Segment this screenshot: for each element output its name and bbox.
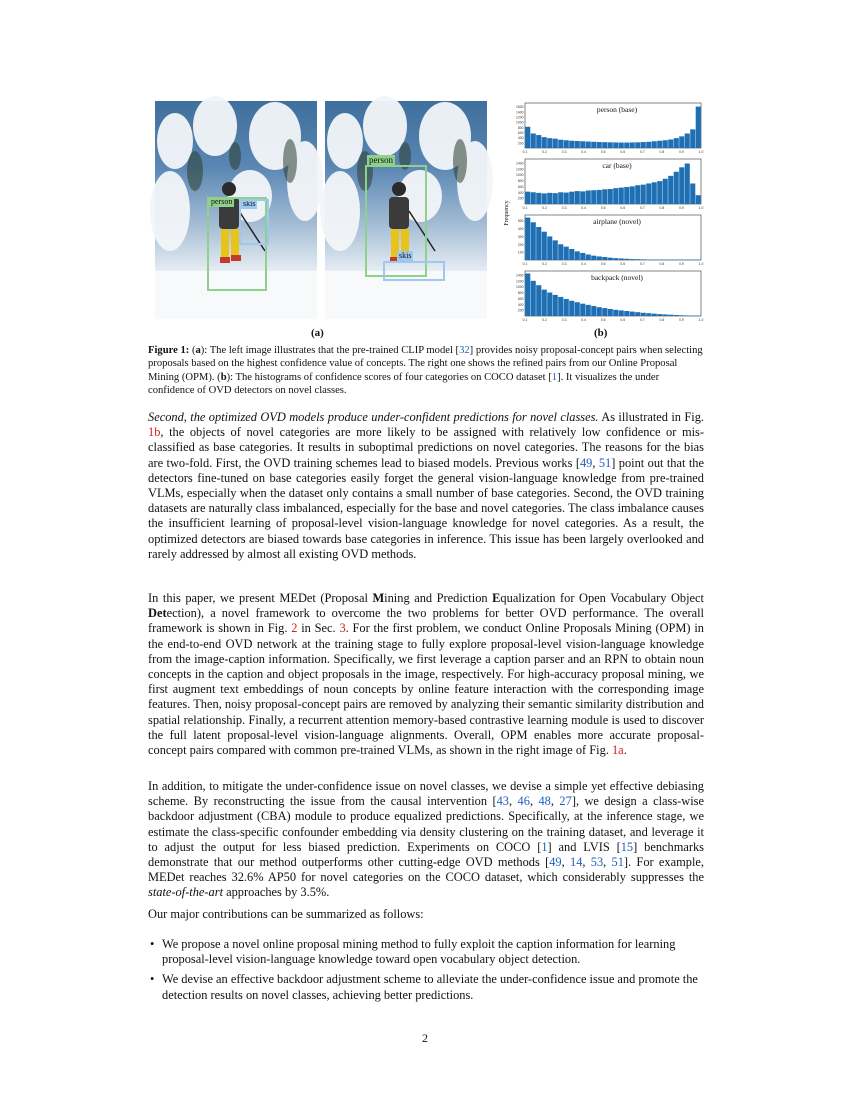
x-tick-label: 0.6 xyxy=(620,150,626,154)
x-tick-label: 0.5 xyxy=(600,262,606,266)
histogram-bar xyxy=(558,244,563,260)
citation-link[interactable]: 53 xyxy=(590,855,604,870)
histogram-bar xyxy=(608,309,613,316)
x-tick-label: 0.2 xyxy=(542,262,547,266)
histogram-bar xyxy=(685,134,690,148)
y-tick-label: 1000 xyxy=(515,120,524,125)
x-tick-label: 0.5 xyxy=(600,206,606,210)
histogram-bar xyxy=(553,139,558,148)
x-tick-label: 0.7 xyxy=(639,150,645,154)
histogram-bar xyxy=(652,182,657,204)
x-tick-label: 0.2 xyxy=(542,206,547,210)
contributions-list xyxy=(148,937,704,1008)
citation-link[interactable]: 46 xyxy=(517,794,530,809)
histogram-bar xyxy=(641,142,646,148)
histogram-bar xyxy=(542,193,547,204)
histogram-bar xyxy=(591,306,596,316)
histogram-bar xyxy=(652,141,657,148)
histogram-bar xyxy=(564,140,569,148)
histogram-bar xyxy=(630,312,635,316)
x-tick-label: 0.2 xyxy=(542,150,547,154)
histogram-bar xyxy=(646,142,651,148)
histogram-bar xyxy=(569,192,574,204)
person-tag-a: person xyxy=(211,197,233,206)
figure-1a-right-image xyxy=(325,101,487,319)
caption-a-tag: a xyxy=(195,345,201,356)
histogram-title: car (base) xyxy=(602,161,632,170)
p3-text: In addition, to mitigate the under-confidence issue on novel classes, we devise a simple yet effective debiasing scheme. By reconstructing the issue from the causal intervention [ xyxy=(148,779,704,809)
x-tick-label: 0.7 xyxy=(639,262,645,266)
x-tick-label: 0.3 xyxy=(561,318,567,322)
histogram-bar xyxy=(553,240,558,260)
histogram-bar xyxy=(668,176,673,204)
x-tick-label: 0.3 xyxy=(561,206,567,210)
x-tick-label: 0.3 xyxy=(561,150,567,154)
histogram-bar xyxy=(663,314,668,316)
histogram-bar xyxy=(657,181,662,204)
p1-italic-lead: Second, the optimized OVD models produce under-confident predictions for novel classes. xyxy=(148,410,599,424)
histogram-bar xyxy=(613,142,618,148)
y-axis-label: Frequency xyxy=(504,200,510,226)
citation-link[interactable]: 15 xyxy=(620,839,634,854)
caption-text-1: ): The left image illustrates that the pre-trained CLIP model [ xyxy=(200,345,460,356)
x-tick-label: 1.0 xyxy=(698,318,704,322)
histogram-bar xyxy=(641,185,646,204)
histogram-bar xyxy=(641,259,646,260)
p2-text: . xyxy=(623,743,627,758)
y-tick-label: 1400 xyxy=(515,110,524,115)
histogram-bar xyxy=(663,179,668,204)
p2-text: in Sec. xyxy=(297,621,340,636)
x-tick-label: 0.8 xyxy=(659,206,665,210)
histogram-bar xyxy=(624,259,629,260)
citation-link[interactable]: 1 xyxy=(551,371,558,383)
x-tick-label: 0.4 xyxy=(581,318,587,322)
y-tick-label: 400 xyxy=(517,136,524,141)
y-tick-label: 200 xyxy=(517,242,524,247)
citation-link[interactable]: 32 xyxy=(459,345,470,356)
histogram-bar xyxy=(525,127,530,148)
x-tick-label: 0.9 xyxy=(679,206,684,210)
p1-text: ] point out that the detectors fine-tuned on base categories easily forget the general vision-language knowledge from pre-trained VLMs, especially when the dataset only contains a small number of base categories. Second, the OVD training datasets are naturally class imbalanced, especially for the base and novel categories. The class imbalance causes the insufficient learning of proposal-level vision-language knowledge for novel categories. As a result, the optimized detectors are biased towards base categories in inference. This issue has been largely overlooked and rarely addressed by almost all existing OVD methods. xyxy=(148,455,704,561)
x-tick-label: 0.4 xyxy=(581,150,587,154)
histogram-bar xyxy=(525,273,530,316)
histogram-3 xyxy=(516,271,704,322)
histogram-bar xyxy=(613,258,618,260)
histogram-bar xyxy=(586,191,591,204)
histogram-bar xyxy=(531,222,536,260)
figure-1b-histograms xyxy=(505,100,705,326)
histogram-bar xyxy=(569,301,574,316)
subfigure-label-b: (b) xyxy=(594,327,608,339)
y-tick-label: 200 xyxy=(517,196,524,201)
histogram-0 xyxy=(516,103,704,154)
p3-sep: , xyxy=(582,855,591,870)
histogram-bar xyxy=(547,236,552,260)
y-tick-label: 1400 xyxy=(515,273,524,278)
x-tick-label: 0.2 xyxy=(542,318,547,322)
histogram-bar xyxy=(635,312,640,316)
histogram-bar xyxy=(542,137,547,148)
y-tick-label: 1000 xyxy=(515,173,524,178)
histogram-bar xyxy=(613,310,618,316)
p3-text: ]. For example, MEDet reaches 32.6% AP50 for novel categories on the COCO dataset, which considerably suppresses the xyxy=(148,855,704,885)
histogram-bar xyxy=(663,140,668,148)
caption-b-tag: b xyxy=(220,371,227,383)
histogram-bar xyxy=(531,281,536,316)
histogram-bar xyxy=(668,260,673,261)
p2-text: qualization for Open Vocabulary Object xyxy=(500,591,704,605)
histogram-bar xyxy=(646,313,651,316)
histogram-bar xyxy=(580,253,585,260)
histogram-bar xyxy=(679,167,684,204)
histogram-bar xyxy=(663,260,668,261)
skis-tag-a: skis xyxy=(243,199,256,208)
x-tick-label: 0.9 xyxy=(679,262,684,266)
y-tick-label: 300 xyxy=(517,234,524,239)
x-tick-label: 0.6 xyxy=(620,318,626,322)
histogram-bar xyxy=(536,193,541,204)
histogram-bar xyxy=(602,257,607,260)
histogram-bar xyxy=(619,258,624,260)
x-tick-label: 0.5 xyxy=(600,150,606,154)
x-tick-label: 0.4 xyxy=(581,262,587,266)
p2-bold: M xyxy=(372,591,385,605)
caption-text-2: ] provides noisy proposal-concept pairs when selecting proposals based on the highest confidence value of concepts. The right one shows the refined pairs from our Online Proposal Mining (OPM). ( xyxy=(148,345,703,383)
p2-text: ection), a novel framework to overcome the two problems for better OVD performance. The overall framework is shown in Fig. xyxy=(148,606,704,636)
histogram-bar xyxy=(619,188,624,204)
x-tick-label: 0.9 xyxy=(679,150,684,154)
histogram-bar xyxy=(569,141,574,148)
citation-link[interactable]: 51 xyxy=(598,455,612,470)
histogram-bar xyxy=(547,138,552,148)
histogram-bar xyxy=(652,260,657,261)
histogram-bar xyxy=(668,315,673,316)
x-tick-label: 1.0 xyxy=(698,150,704,154)
x-tick-label: 0.1 xyxy=(522,206,528,210)
p3-sep: , xyxy=(603,855,612,870)
figure-caption: Figure 1: (a): The left image illustrates that the pre-trained CLIP model [32] provides noisy proposal-concept pairs when selecting proposals based on the highest confidence value of concepts. The right one shows the refined pairs from our Online Proposal Mining (OPM). (b): The histograms of confidence scores of four categories on COCO dataset [1]. It visualizes the under confidence of OVD detectors on novel classes. xyxy=(148,345,703,397)
histogram-bar xyxy=(657,260,662,261)
fig-ref-link[interactable]: 1b xyxy=(148,425,161,440)
histogram-bar xyxy=(652,314,657,316)
histogram-bar xyxy=(558,192,563,204)
citation-link[interactable]: 1 xyxy=(541,839,548,854)
histogram-bar xyxy=(674,315,679,316)
histogram-bar xyxy=(657,141,662,148)
histogram-bar xyxy=(591,142,596,148)
x-tick-label: 0.8 xyxy=(659,318,665,322)
p2-text: ining and Prediction xyxy=(384,591,493,605)
histogram-bar xyxy=(668,139,673,148)
histogram-bar xyxy=(696,260,701,261)
histogram-panel xyxy=(505,100,705,326)
histogram-bar xyxy=(679,260,684,261)
p2-bold: E xyxy=(492,591,501,605)
x-tick-label: 0.1 xyxy=(522,318,528,322)
histogram-bar xyxy=(674,172,679,204)
subfigure-label-a: (a) xyxy=(311,327,324,339)
histogram-bar xyxy=(646,183,651,204)
histogram-bar xyxy=(624,311,629,316)
caption-text-3: ): The histograms of confidence scores of four categories on COCO dataset [ xyxy=(226,371,552,383)
citation-link[interactable]: 48 xyxy=(538,794,551,809)
x-tick-label: 0.6 xyxy=(620,206,626,210)
histogram-bar xyxy=(613,188,618,204)
citation-link[interactable]: 49 xyxy=(549,855,562,870)
histogram-bar xyxy=(586,255,591,261)
y-tick-label: 800 xyxy=(517,179,524,184)
histogram-bar xyxy=(696,107,701,148)
histogram-bar xyxy=(564,299,569,316)
histogram-bar xyxy=(696,195,701,204)
histogram-bar xyxy=(690,183,695,204)
histogram-bar xyxy=(586,305,591,316)
histogram-bar xyxy=(602,308,607,316)
histogram-bar xyxy=(641,313,646,316)
skis-tag-b: skis xyxy=(399,251,412,260)
y-tick-label: 600 xyxy=(517,130,524,135)
histogram-bar xyxy=(575,302,580,316)
y-tick-label: 400 xyxy=(517,190,524,195)
person-tag-b: person xyxy=(369,155,393,165)
x-tick-label: 0.4 xyxy=(581,206,587,210)
x-tick-label: 0.8 xyxy=(659,262,665,266)
paragraph-3 xyxy=(148,779,704,901)
histogram-bar xyxy=(608,189,613,204)
citation-link[interactable]: 43 xyxy=(496,794,509,809)
histogram-bar xyxy=(580,304,585,316)
paragraph-2 xyxy=(148,591,704,758)
histogram-bar xyxy=(679,136,684,148)
y-tick-label: 500 xyxy=(517,219,524,224)
p3-sep: , xyxy=(509,794,518,809)
histogram-bar xyxy=(635,185,640,204)
histogram-bar xyxy=(608,142,613,148)
histogram-bar xyxy=(558,140,563,148)
paragraph-4: Our major contributions can be summarized as follows: xyxy=(148,907,424,921)
p3-text: approaches by 3.5%. xyxy=(223,885,330,900)
histogram-bar xyxy=(575,191,580,204)
citation-link[interactable]: 51 xyxy=(611,855,624,870)
histogram-bar xyxy=(690,129,695,148)
p2-bold: Det xyxy=(148,606,167,621)
list-item: • We devise an effective backdoor adjustment scheme to alleviate the under-confidence issue and promote the detection results on novel classes, achieving better predictions. xyxy=(148,972,704,1002)
histogram-bar xyxy=(564,193,569,204)
x-tick-label: 0.1 xyxy=(522,150,528,154)
p3-sep: , xyxy=(561,855,570,870)
histogram-bar xyxy=(547,193,552,204)
histogram-bar xyxy=(597,190,602,204)
citation-link[interactable]: 27 xyxy=(559,794,572,809)
y-tick-label: 200 xyxy=(517,308,524,313)
histogram-bar xyxy=(608,258,613,260)
sec-ref-link[interactable]: 3 xyxy=(339,621,346,636)
y-tick-label: 400 xyxy=(517,302,524,307)
page-number: 2 xyxy=(422,1031,428,1045)
x-tick-label: 0.7 xyxy=(639,206,645,210)
citation-link[interactable]: 49 xyxy=(579,455,593,470)
histogram-bar xyxy=(591,256,596,260)
p3-sep: , xyxy=(529,794,539,809)
histogram-2 xyxy=(518,215,704,266)
histogram-bar xyxy=(536,285,541,316)
y-tick-label: 400 xyxy=(517,227,524,232)
fig-ref-link[interactable]: 2 xyxy=(291,621,298,636)
skis-box-a xyxy=(239,199,269,245)
p2-text: . For the first problem, we conduct Online Proposals Mining (OPM) in the end-to-end OVD network at the training stage to fully explore proposal-level vision-language knowledge from the image-caption information. Specifically, we first leverage a caption parser and an RPN to obtain noun concepts in the caption and object proposals in the image, respectively. For high-accuracy proposal mining, we first augment text embeddings of noun concepts by online feature interaction with the corresponding image features. Then, noisy proposal-concept pairs are removed by analyzing their semantic similarity distribution and spatial relationship. Finally, a recurrent attention memory-based contrastive learning module is used to discover the full latent proposal-level vision-language alignments. Overall, OPM enables more accurate proposal-concept pairs compared with common pre-trained VLMs, as shown in the right image of Fig. xyxy=(148,621,704,758)
p1-text: , the objects of novel categories are more likely to be assigned with relatively low confidence or mis-classified as base categories. It results in suboptimal predictions on novel categories. The reasons for the bias are two-fold. First, the OVD training schemes lead to biased models. Previous works [ xyxy=(148,425,704,470)
histogram-bar xyxy=(602,142,607,148)
x-tick-label: 1.0 xyxy=(698,262,704,266)
y-tick-label: 600 xyxy=(517,184,524,189)
citation-link[interactable]: 14 xyxy=(570,855,583,870)
histogram-title: backpack (novel) xyxy=(591,273,643,282)
histogram-bar xyxy=(635,259,640,260)
fig-ref-link[interactable]: 1a xyxy=(611,743,624,758)
p3-text: ], we design a class-wise backdoor adjustment (CBA) module to produce equalized predictions. Specifically, at the inference stage, we estimate the class-specific confounder embedding via density clustering on the training dataset, and leverage it to adjust the output for less biased prediction. Experiments on COCO [ xyxy=(148,794,704,854)
x-tick-label: 1.0 xyxy=(698,206,704,210)
x-tick-label: 0.9 xyxy=(679,318,684,322)
histogram-bar xyxy=(624,143,629,148)
p3-italic: state-of-the-art xyxy=(148,885,224,900)
list-item: • We propose a novel online proposal mining method to fully exploit the caption information for learning proposal-level vision-language knowledge toward open vocabulary object detection. xyxy=(148,937,704,967)
caption-label: Figure 1: xyxy=(148,345,190,356)
p3-text: ] and LVIS [ xyxy=(547,839,621,854)
y-tick-label: 1000 xyxy=(515,285,524,290)
p1-text: As illustrated in Fig. xyxy=(598,410,705,424)
histogram-bar xyxy=(547,293,552,316)
x-tick-label: 0.5 xyxy=(600,318,606,322)
histogram-bar xyxy=(679,315,684,316)
x-tick-label: 0.8 xyxy=(659,150,665,154)
histogram-title: person (base) xyxy=(596,105,638,114)
histogram-bar xyxy=(564,247,569,260)
figure-1a-left-image xyxy=(155,101,317,319)
histogram-bar xyxy=(685,315,690,316)
histogram-1 xyxy=(516,159,704,210)
histogram-title: airplane (novel) xyxy=(593,217,641,226)
histogram-bar xyxy=(619,310,624,316)
histogram-bar xyxy=(674,260,679,261)
y-tick-label: 1200 xyxy=(515,167,524,172)
y-tick-label: 800 xyxy=(517,291,524,296)
histogram-bar xyxy=(553,193,558,204)
histogram-bar xyxy=(685,164,690,204)
histogram-bar xyxy=(580,141,585,148)
histogram-bar xyxy=(646,260,651,261)
skis-box-b xyxy=(383,261,445,281)
histogram-bar xyxy=(553,295,558,316)
histogram-bar xyxy=(690,316,695,317)
x-tick-label: 0.1 xyxy=(522,262,528,266)
histogram-bar xyxy=(536,227,541,260)
histogram-bar xyxy=(597,142,602,148)
y-tick-label: 600 xyxy=(517,296,524,301)
histogram-bar xyxy=(531,192,536,204)
caption-text-4: ]. It visualizes the under confidence of OVD detectors on novel classes. xyxy=(148,371,660,397)
y-tick-label: 1600 xyxy=(515,105,524,110)
histogram-bar xyxy=(630,142,635,148)
histogram-bar xyxy=(619,143,624,148)
y-tick-label: 1200 xyxy=(515,115,524,120)
x-tick-label: 0.6 xyxy=(620,262,626,266)
histogram-bar xyxy=(630,259,635,260)
histogram-bar xyxy=(696,316,701,317)
histogram-bar xyxy=(630,186,635,204)
y-tick-label: 100 xyxy=(517,250,524,255)
p3-text: ] benchmarks demonstrate that our method outperforms other cutting-edge OVD methods [ xyxy=(148,839,704,870)
histogram-bar xyxy=(602,189,607,204)
histogram-bar xyxy=(542,290,547,316)
histogram-bar xyxy=(542,232,547,260)
paragraph-1 xyxy=(148,410,704,562)
histogram-bar xyxy=(580,191,585,204)
x-tick-label: 0.3 xyxy=(561,262,567,266)
histogram-bar xyxy=(525,192,530,204)
y-tick-label: 800 xyxy=(517,125,524,130)
p3-sep: , xyxy=(550,794,560,809)
y-tick-label: 1200 xyxy=(515,279,524,284)
histogram-bar xyxy=(586,142,591,148)
histogram-bar xyxy=(624,187,629,204)
histogram-bar xyxy=(525,218,530,260)
histogram-bar xyxy=(597,307,602,316)
histogram-bar xyxy=(657,314,662,316)
histogram-bar xyxy=(635,142,640,148)
histogram-bar xyxy=(531,134,536,148)
histogram-bar xyxy=(569,249,574,260)
histogram-bar xyxy=(674,138,679,148)
histogram-bar xyxy=(690,260,695,261)
p2-text: In this paper, we present MEDet (Proposal xyxy=(148,591,373,605)
histogram-bar xyxy=(536,135,541,148)
y-tick-label: 200 xyxy=(517,141,524,146)
histogram-bar xyxy=(685,260,690,261)
histogram-bar xyxy=(591,190,596,204)
x-tick-label: 0.7 xyxy=(639,318,645,322)
y-tick-label: 1400 xyxy=(515,161,524,166)
histogram-bar xyxy=(575,141,580,148)
histogram-bar xyxy=(558,297,563,316)
p1-sep: , xyxy=(592,455,599,470)
histogram-bar xyxy=(575,251,580,260)
histogram-bar xyxy=(597,256,602,260)
